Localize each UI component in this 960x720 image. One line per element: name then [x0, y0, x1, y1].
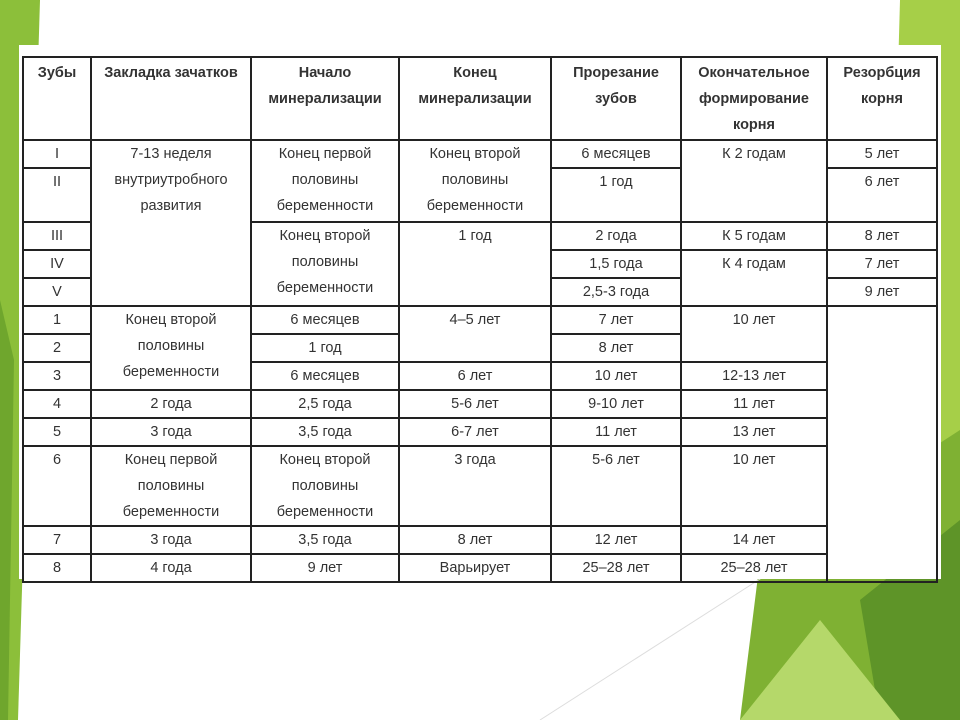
table-cell: Конец второй половины беременности	[399, 140, 551, 222]
table-cell: 10 лет	[551, 362, 681, 390]
table-cell: 3 года	[91, 418, 251, 446]
table-cell: 4–5 лет	[399, 306, 551, 362]
tooth-label: V	[23, 278, 91, 306]
table-cell: 6 лет	[399, 362, 551, 390]
tooth-label: III	[23, 222, 91, 250]
header-root-formation: Окончательное формирование корня	[681, 57, 827, 140]
table-cell: 6 месяцев	[251, 362, 399, 390]
table-cell: 5 лет	[827, 140, 937, 168]
tooth-label: I	[23, 140, 91, 168]
table-cell: 1 год	[551, 168, 681, 222]
table-cell: 1 год	[251, 334, 399, 362]
teeth-development-table	[22, 56, 938, 583]
table-cell: 25–28 лет	[551, 554, 681, 582]
table-cell: 5-6 лет	[551, 446, 681, 526]
tooth-label: 7	[23, 526, 91, 554]
table-cell: 6 лет	[827, 168, 937, 222]
tooth-label: 2	[23, 334, 91, 362]
tooth-label: 8	[23, 554, 91, 582]
table-cell: 2,5 года	[251, 390, 399, 418]
table-cell: 25–28 лет	[681, 554, 827, 582]
tooth-label: 1	[23, 306, 91, 334]
table-cell: 2 года	[91, 390, 251, 418]
table-cell: 14 лет	[681, 526, 827, 554]
table-cell: 1 год	[399, 222, 551, 306]
header-root-resorption: Резорбция корня	[827, 57, 937, 140]
table-cell: 3,5 года	[251, 526, 399, 554]
table-cell: 8 лет	[551, 334, 681, 362]
table-cell: 5-6 лет	[399, 390, 551, 418]
table-cell: 9 лет	[251, 554, 399, 582]
header-mineralization-end: Конец минерализации	[399, 57, 551, 140]
table-cell: 10 лет	[681, 446, 827, 526]
tooth-label: 3	[23, 362, 91, 390]
table-cell-empty	[827, 306, 937, 582]
table-cell: Конец первой половины беременности	[251, 140, 399, 222]
table-row	[23, 140, 937, 168]
table-cell: 11 лет	[551, 418, 681, 446]
header-mineralization-start: Начало минерализации	[251, 57, 399, 140]
table-row	[23, 446, 937, 526]
table-cell: 11 лет	[681, 390, 827, 418]
tooth-label: II	[23, 168, 91, 222]
table-cell: 8 лет	[827, 222, 937, 250]
table-header-row	[23, 57, 937, 140]
table-cell: Варьирует	[399, 554, 551, 582]
table-cell: 1,5 года	[551, 250, 681, 278]
table-cell: К 2 годам	[681, 140, 827, 222]
table-cell: Конец второй половины беременности	[251, 222, 399, 306]
tooth-label: 5	[23, 418, 91, 446]
table-cell: 6 месяцев	[251, 306, 399, 334]
table-cell: Конец первой половины беременности	[91, 446, 251, 526]
table-cell: К 5 годам	[681, 222, 827, 250]
table-cell: 3 года	[399, 446, 551, 526]
table-cell: 6 месяцев	[551, 140, 681, 168]
table-cell: Конец второй половины беременности	[91, 306, 251, 390]
tooth-label: 4	[23, 390, 91, 418]
table-cell: Конец второй половины беременности	[251, 446, 399, 526]
table-cell: 4 года	[91, 554, 251, 582]
table-cell: 9 лет	[827, 278, 937, 306]
table-cell: 12 лет	[551, 526, 681, 554]
table-cell: 7-13 неделя внутриутробного развития	[91, 140, 251, 306]
table-cell: 7 лет	[827, 250, 937, 278]
table-cell: 6-7 лет	[399, 418, 551, 446]
table-cell: 2 года	[551, 222, 681, 250]
table-row	[23, 390, 937, 418]
header-teeth: Зубы	[23, 57, 91, 140]
table-row	[23, 418, 937, 446]
table-cell: 13 лет	[681, 418, 827, 446]
header-bud-formation: Закладка зачатков	[91, 57, 251, 140]
tooth-label: 6	[23, 446, 91, 526]
table-cell: 12-13 лет	[681, 362, 827, 390]
table-cell: 10 лет	[681, 306, 827, 362]
table-cell: 3,5 года	[251, 418, 399, 446]
table-cell: 3 года	[91, 526, 251, 554]
tooth-label: IV	[23, 250, 91, 278]
table-row	[23, 306, 937, 334]
table-cell: 8 лет	[399, 526, 551, 554]
table-cell: 7 лет	[551, 306, 681, 334]
table-cell: 2,5-3 года	[551, 278, 681, 306]
table-cell: К 4 годам	[681, 250, 827, 306]
table-row	[23, 526, 937, 554]
table-cell: 9-10 лет	[551, 390, 681, 418]
table-row	[23, 554, 937, 582]
header-eruption: Прорезание зубов	[551, 57, 681, 140]
